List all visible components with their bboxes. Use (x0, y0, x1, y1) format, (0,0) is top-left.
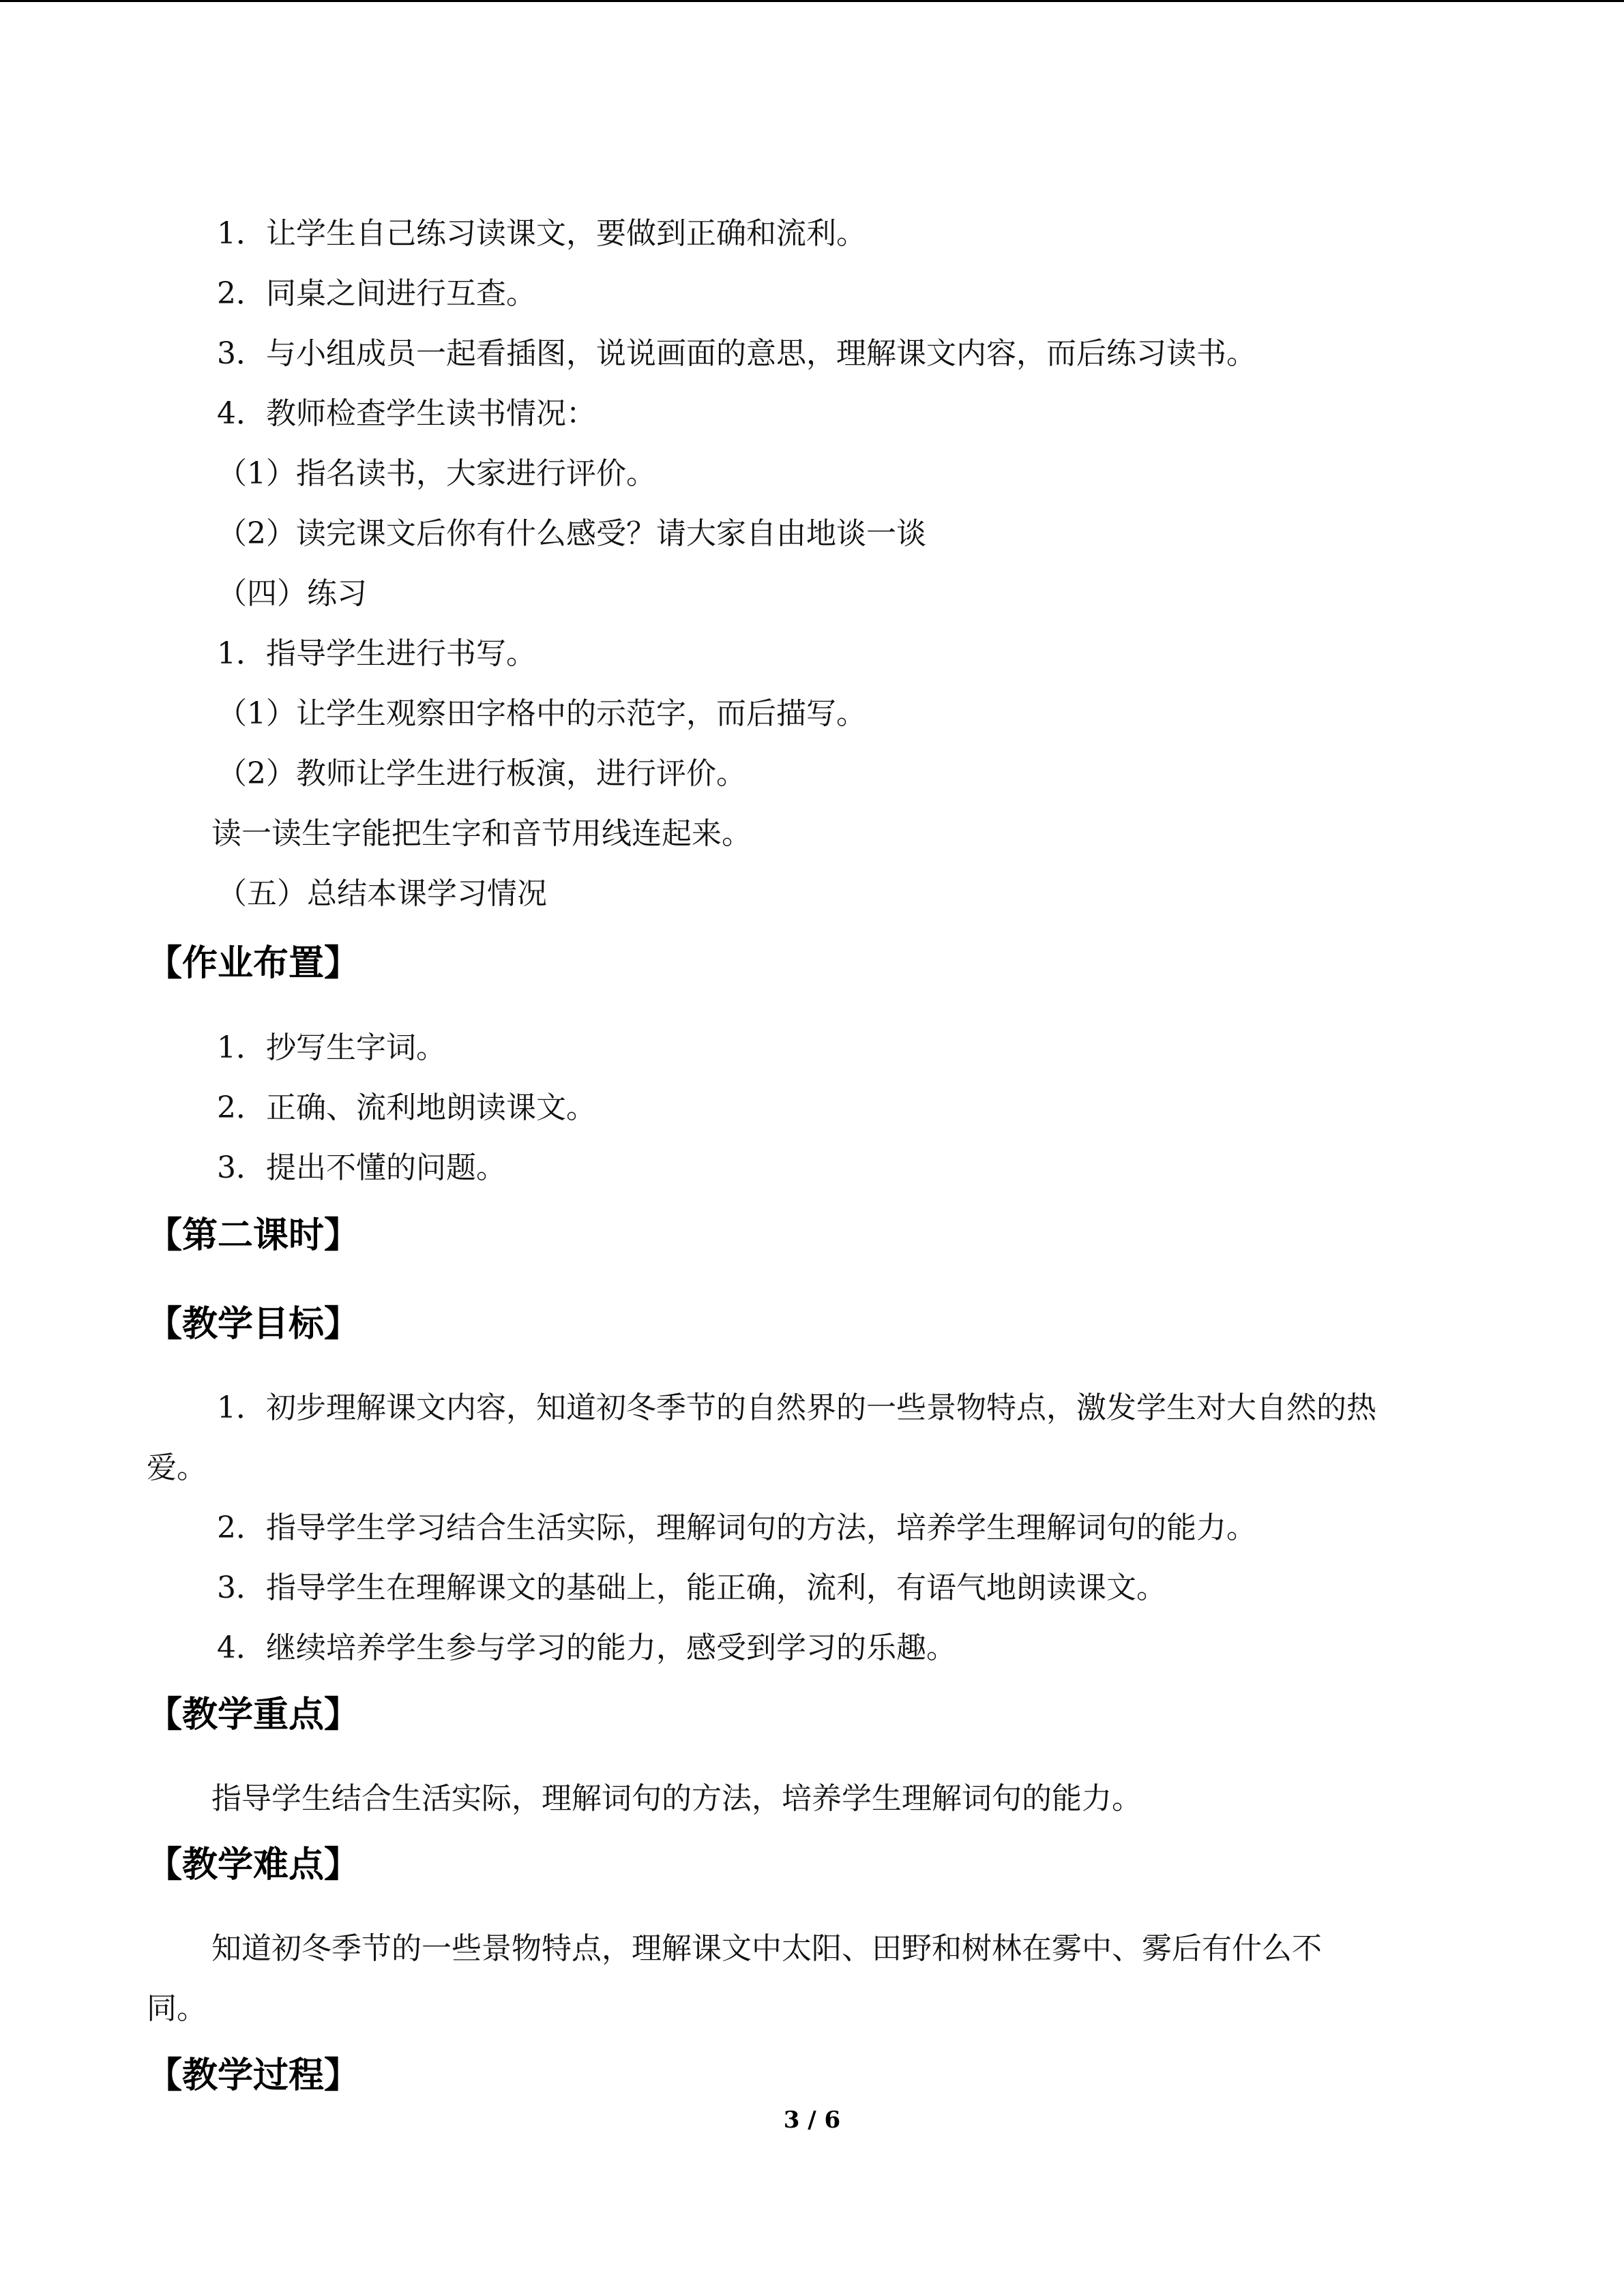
body-paragraph: （2）教师让学生进行板演，进行评价。 (217, 756, 746, 791)
body-paragraph: 1．指导学生进行书写。 (217, 636, 536, 671)
top-border-line (0, 0, 1624, 2)
body-paragraph: 4．教师检查学生读书情况： (217, 396, 596, 431)
page-number: 3 / 6 (783, 2106, 841, 2134)
body-paragraph: 指导学生结合生活实际，理解词句的方法，培养学生理解词句的能力。 (211, 1781, 1142, 1816)
list-item: 1．初步理解课文内容，知道初冬季节的自然界的一些景物特点，激发学生对大自然的热 (217, 1390, 1376, 1425)
body-paragraph: 3．与小组成员一起看插图，说说画面的意思，理解课文内容，而后练习读书。 (217, 336, 1256, 371)
list-item: 4．继续培养学生参与学习的能力，感受到学习的乐趣。 (217, 1630, 956, 1665)
body-paragraph: （四）练习 (217, 576, 367, 611)
section-heading-process: 【教学过程】 (147, 2055, 360, 2096)
body-paragraph: 2．同桌之间进行互查。 (217, 276, 536, 311)
list-item-continuation: 爱。 (147, 1450, 207, 1485)
list-item: 2．正确、流利地朗读课文。 (217, 1090, 596, 1125)
list-item: 1．抄写生字词。 (217, 1030, 446, 1065)
body-paragraph: （1）让学生观察田字格中的示范字，而后描写。 (217, 696, 866, 731)
list-item: 3．提出不懂的问题。 (217, 1150, 506, 1185)
section-heading-key-points: 【教学重点】 (147, 1694, 360, 1735)
body-paragraph: （1）指名读书，大家进行评价。 (217, 456, 656, 491)
section-heading-second-lesson: 【第二课时】 (147, 1214, 360, 1256)
body-paragraph: 1．让学生自己练习读课文，要做到正确和流利。 (217, 216, 866, 251)
list-item: 3．指导学生在理解课文的基础上，能正确，流利，有语气地朗读课文。 (217, 1570, 1166, 1605)
list-item: 2．指导学生学习结合生活实际，理解词句的方法，培养学生理解词句的能力。 (217, 1510, 1256, 1545)
body-paragraph: 知道初冬季节的一些景物特点，理解课文中太阳、田野和树林在雾中、雾后有什么不 (211, 1931, 1322, 1966)
body-paragraph: 读一读生字能把生字和音节用线连起来。 (211, 816, 752, 851)
body-paragraph: （五）总结本课学习情况 (217, 876, 547, 911)
section-heading-homework: 【作业布置】 (147, 942, 360, 984)
body-paragraph-continuation: 同。 (147, 1991, 207, 2026)
body-paragraph: （2）读完课文后你有什么感受？请大家自由地谈一谈 (217, 516, 926, 551)
section-heading-difficulties: 【教学难点】 (147, 1844, 360, 1885)
section-heading-objectives: 【教学目标】 (147, 1303, 360, 1345)
